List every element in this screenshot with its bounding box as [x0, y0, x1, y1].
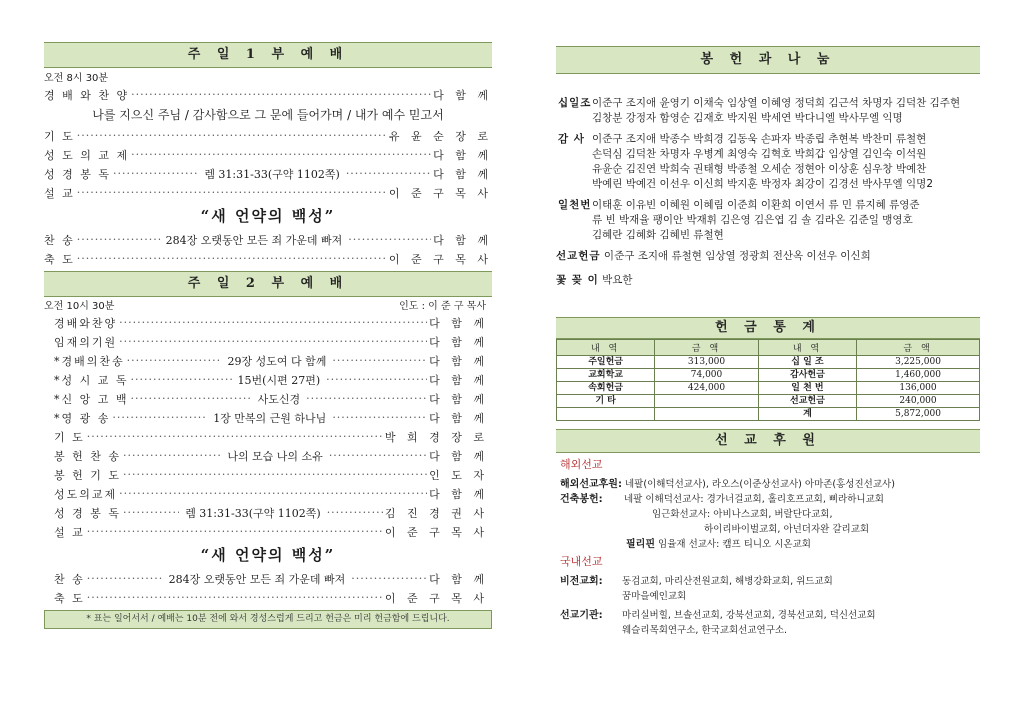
- order-person: 박 희 경 장 로: [384, 430, 488, 444]
- leader-dots: [119, 335, 427, 348]
- building-block: [560, 492, 980, 537]
- overseas-title: 해외선교: [560, 458, 603, 471]
- leader-dots: [351, 572, 427, 585]
- stats-amount: [655, 408, 759, 421]
- service2-header: 주 일 2 부 예 배: [44, 271, 492, 297]
- order-detail: 렘 31:31-33(구약 1102쪽): [185, 506, 321, 520]
- leader-dots: [119, 316, 427, 329]
- stats-column-header: 내 역: [758, 340, 856, 356]
- order-label: 성 도 의 교 제: [44, 148, 130, 162]
- offering-groups: [556, 96, 980, 243]
- order-person: 인 도 자: [429, 468, 488, 482]
- order-detail: 사도신경: [257, 392, 301, 406]
- stats-amount: 5,872,000: [857, 408, 980, 421]
- leader-dots: [127, 354, 222, 367]
- order-row: [44, 183, 492, 202]
- order-label: 기 도: [54, 430, 85, 444]
- missions-header: 선 교 후 원: [556, 429, 980, 453]
- stats-column-header: 내 역: [557, 340, 655, 356]
- building-line: 네팔 이해덕선교사: 경가너걸교회, 홀리호프교회, 삐라하니교회: [624, 494, 884, 505]
- building-line: 하이리바이벌교회, 아넌더자완 갈리교회: [704, 524, 870, 535]
- service2-leader: 인도 : 이 준 구 목사: [399, 301, 486, 312]
- order-person: 이 준 구 목 사: [384, 591, 488, 605]
- order-detail: 284장 오랫동안 모든 죄 가운데 빠져: [168, 572, 346, 586]
- order-person: 다 함 께: [429, 316, 488, 330]
- leader-dots: [346, 167, 431, 180]
- org-label: 선교기관:: [560, 610, 603, 621]
- order-person: 다 함 께: [429, 411, 488, 425]
- leader-dots: [123, 449, 221, 462]
- order-label: 성 경 봉 독: [54, 506, 121, 520]
- leader-dots: [332, 411, 427, 424]
- order-label: 봉 헌 찬 송: [54, 449, 121, 463]
- vision-line: 꿈마을예인교회: [622, 591, 687, 602]
- offering-type: 일천번: [558, 199, 592, 211]
- leader-dots: [87, 525, 383, 538]
- stats-item: 교회학교: [557, 369, 655, 382]
- donor-names: 이준구 조지애 윤영기 이채숙 임상열 이혜영 정덕희 김근석 차명자 김덕찬 김주현: [592, 97, 961, 109]
- order-person: 다 함 께: [433, 167, 492, 181]
- stats-amount: 1,460,000: [857, 369, 980, 382]
- order-person: 이 준 구 목 사: [384, 525, 488, 539]
- service1-order-2: [44, 126, 492, 202]
- order-row: [44, 145, 492, 164]
- stats-row: [557, 356, 980, 369]
- order-label: 경배와찬양: [54, 316, 118, 330]
- stats-item: 기 타: [557, 395, 655, 408]
- order-person: 다 함 께: [429, 373, 489, 387]
- stats-amount: 424,000: [655, 382, 759, 395]
- vision-block: [560, 574, 980, 604]
- org-line: 웨슬리목회연구소, 한국교회선교연구소.: [622, 625, 788, 636]
- stats-table: [556, 339, 980, 421]
- stats-column-header: 금 액: [655, 340, 759, 356]
- service1-time: 오전 8시 30분: [44, 73, 109, 84]
- vision-line: 동검교회, 마리산전원교회, 해병강화교회, 위드교회: [622, 576, 833, 587]
- mission-offering-line: [556, 249, 980, 264]
- stats-header: 헌 금 통 계: [556, 317, 980, 339]
- order-label: *성 시 교 독: [54, 373, 129, 387]
- order-detail: 284장 오랫동안 모든 죄 가운데 빠져: [165, 233, 343, 247]
- order-row: [54, 427, 488, 446]
- order-row: [54, 484, 488, 503]
- stats-row: [557, 369, 980, 382]
- stats-row: [557, 382, 980, 395]
- order-row: [44, 85, 492, 104]
- donor-names: 박예린 박예건 이선우 이신희 박지훈 박정자 최강이 김경선 박사무엘 익명2: [592, 178, 934, 190]
- leader-dots: [112, 411, 207, 424]
- mission-offering-names: 이준구 조지애 류철현 임상열 정광희 전산옥 이선우 이신희: [603, 250, 871, 262]
- order-person: 이 준 구 목 사: [388, 252, 492, 266]
- flower-label: 꽃 꽂 이: [556, 274, 599, 286]
- leader-dots: [77, 233, 160, 246]
- order-person: 다 함 께: [429, 392, 489, 406]
- leader-dots: [131, 88, 431, 101]
- service1-header: 주 일 1 부 예 배: [44, 42, 492, 68]
- philippines-line: [560, 537, 980, 552]
- leader-dots: [326, 373, 427, 386]
- stats-item: 속회헌금: [557, 382, 655, 395]
- order-detail: 29장 성도여 다 함께: [227, 354, 327, 368]
- flower-line: [556, 273, 980, 288]
- order-detail: 15번(시편 27편): [237, 373, 321, 387]
- stats-item: 감사헌금: [758, 369, 856, 382]
- offering-type: 감 사: [558, 133, 585, 145]
- leader-dots: [77, 129, 387, 142]
- service1-praise-theme: 나를 지으신 주님 / 감사함으로 그 문에 들어가며 / 내가 예수 믿고서: [92, 108, 444, 122]
- leader-dots: [131, 373, 232, 386]
- service2-sermon-title: “새 언약의 백성”: [200, 546, 336, 564]
- order-detail: 1장 만복의 근원 하나님: [213, 411, 327, 425]
- donor-names: 김창분 강정자 함영순 김재호 박지원 박세연 박다니엘 박사무엘 익명: [592, 112, 903, 124]
- order-row: [44, 126, 492, 145]
- order-person: 다 함 께: [429, 354, 489, 368]
- order-person: 다 함 께: [433, 148, 492, 162]
- leader-dots: [77, 252, 387, 265]
- building-line: 임근화선교사: 아비나스교회, 버랄단다교회,: [652, 509, 833, 520]
- order-label: 축 도: [44, 252, 75, 266]
- stats-amount: 136,000: [857, 382, 980, 395]
- stats-amount: 313,000: [655, 356, 759, 369]
- service1-order-3: [44, 230, 492, 268]
- stats-item: 주일헌금: [557, 356, 655, 369]
- leader-dots: [119, 487, 427, 500]
- org-line: 마리실버힐, 브솔선교회, 강북선교회, 경북선교회, 덕신선교회: [622, 610, 876, 621]
- order-label: 찬 송: [54, 572, 85, 586]
- stats-item: [557, 408, 655, 421]
- order-row: [44, 164, 492, 183]
- stats-amount: 74,000: [655, 369, 759, 382]
- worship-order-column: [44, 0, 492, 629]
- leader-dots: [123, 506, 179, 519]
- order-row: [54, 465, 488, 484]
- leader-dots: [306, 392, 427, 405]
- overseas-text: 네팔(이해덕선교사), 라오스(이준상선교사) 아마존(홍성진선교사): [625, 479, 895, 490]
- offering-header: 봉 헌 과 나 눔: [556, 46, 980, 74]
- stats-amount: 240,000: [857, 395, 980, 408]
- order-row: [44, 230, 492, 249]
- service2-time: 오전 10시 30분: [44, 301, 115, 312]
- order-label: *영 광 송: [54, 411, 111, 425]
- service2-note: * 표는 일어서서 / 예배는 10분 전에 와서 경성스럽게 드리고 헌금은 미리 헌금함에 드립니다.: [44, 610, 492, 629]
- leader-dots: [348, 233, 431, 246]
- order-label: 임재의기원: [54, 335, 118, 349]
- stats-row: [557, 408, 980, 421]
- leader-dots: [131, 392, 252, 405]
- leader-dots: [87, 572, 163, 585]
- order-row: [54, 351, 488, 370]
- order-label: *경배의찬송: [54, 354, 125, 368]
- leader-dots: [327, 506, 383, 519]
- order-row: [54, 332, 488, 351]
- philippines-label: 필리핀: [626, 539, 655, 550]
- order-row: [54, 313, 488, 332]
- offering-type: 십일조: [558, 97, 592, 109]
- stats-amount: [655, 395, 759, 408]
- order-detail: 나의 모습 나의 소유: [227, 449, 323, 463]
- offering-group: [556, 198, 980, 243]
- leader-dots: [87, 430, 383, 443]
- philippines-text: 임율재 선교사: 캠프 티니오 시온교회: [658, 539, 811, 550]
- order-label: 설 교: [54, 525, 85, 539]
- overseas-line: [560, 477, 980, 492]
- order-row: [54, 389, 488, 408]
- leader-dots: [332, 354, 427, 367]
- stats-row: [557, 395, 980, 408]
- service2-order: [44, 313, 492, 541]
- order-person: 유 윤 순 장 로: [388, 129, 492, 143]
- service2-order-3: [44, 569, 492, 607]
- order-row: [54, 370, 488, 389]
- order-row: [44, 249, 492, 268]
- order-row: [54, 408, 488, 427]
- donor-names: 이태훈 이유빈 이혜원 이혜림 이준희 이환희 이연서 류 민 류지혜 류영준: [592, 199, 920, 211]
- org-block: [560, 608, 980, 638]
- order-label: *신 앙 고 백: [54, 392, 129, 406]
- order-label: 봉 헌 기 도: [54, 468, 121, 482]
- leader-dots: [113, 167, 198, 180]
- order-row: [54, 588, 488, 607]
- offering-group: [556, 96, 980, 126]
- order-label: 축 도: [54, 591, 85, 605]
- order-person: 다 함 께: [429, 335, 488, 349]
- donor-names: 손덕심 김덕찬 차명자 우병계 최영숙 김혁호 박희갑 임상열 김인숙 이석원: [592, 148, 927, 160]
- order-person: 다 함 께: [429, 449, 488, 463]
- stats-item: 계: [758, 408, 856, 421]
- order-person: 김 진 경 권 사: [384, 506, 488, 520]
- vision-label: 비전교회:: [560, 576, 603, 587]
- stats-column-header: 금 액: [857, 340, 980, 356]
- donor-names: 유윤순 김진연 박희숙 권태형 박종철 오세순 정현아 이상훈 심우창 박예찬: [592, 163, 927, 175]
- domestic-title: 국내선교: [560, 555, 603, 568]
- order-row: [54, 446, 488, 465]
- donor-names: 류 빈 박재율 팽이안 박재휘 김은영 김은엽 김 솔 김라온 김준일 맹영호: [592, 214, 913, 226]
- leader-dots: [123, 468, 427, 481]
- leader-dots: [131, 148, 431, 161]
- stats-amount: 3,225,000: [857, 356, 980, 369]
- leader-dots: [329, 449, 427, 462]
- order-label: 설 교: [44, 186, 75, 200]
- mission-offering-label: 선교헌금: [556, 250, 601, 262]
- offering-group: [556, 132, 980, 192]
- stats-item: 일 천 번: [758, 382, 856, 395]
- donor-names: 이준구 조지애 박종수 박희경 김동욱 손파자 박종립 추현복 박찬미 류철현: [592, 133, 927, 145]
- order-person: 다 함 께: [433, 233, 492, 247]
- order-label: 성도의교제: [54, 487, 118, 501]
- stats-item: 선교헌금: [758, 395, 856, 408]
- order-row: [54, 503, 488, 522]
- offering-column: [556, 0, 980, 638]
- order-label: 경 배 와 찬 양: [44, 88, 130, 102]
- order-person: 이 준 구 목 사: [388, 186, 492, 200]
- service1-sermon-title: “새 언약의 백성”: [200, 207, 336, 225]
- order-row: [54, 569, 488, 588]
- order-person: 다 함 께: [429, 572, 488, 586]
- order-person: 다 함 께: [429, 487, 488, 501]
- order-detail: 렘 31:31-33(구약 1102쪽): [204, 167, 340, 181]
- leader-dots: [87, 591, 383, 604]
- order-label: 성 경 봉 독: [44, 167, 111, 181]
- donor-names: 김혜란 김혜화 김혜빈 류철현: [592, 229, 724, 241]
- order-label: 찬 송: [44, 233, 75, 247]
- overseas-label: 해외선교후원:: [560, 479, 622, 490]
- service1-order: [44, 85, 492, 104]
- order-label: 기 도: [44, 129, 75, 143]
- order-person: 다 함 께: [433, 88, 492, 102]
- order-row: [54, 522, 488, 541]
- flower-name: 박요한: [602, 274, 633, 286]
- building-label: 건축봉헌:: [560, 494, 603, 505]
- leader-dots: [77, 186, 387, 199]
- stats-item: 십 일 조: [758, 356, 856, 369]
